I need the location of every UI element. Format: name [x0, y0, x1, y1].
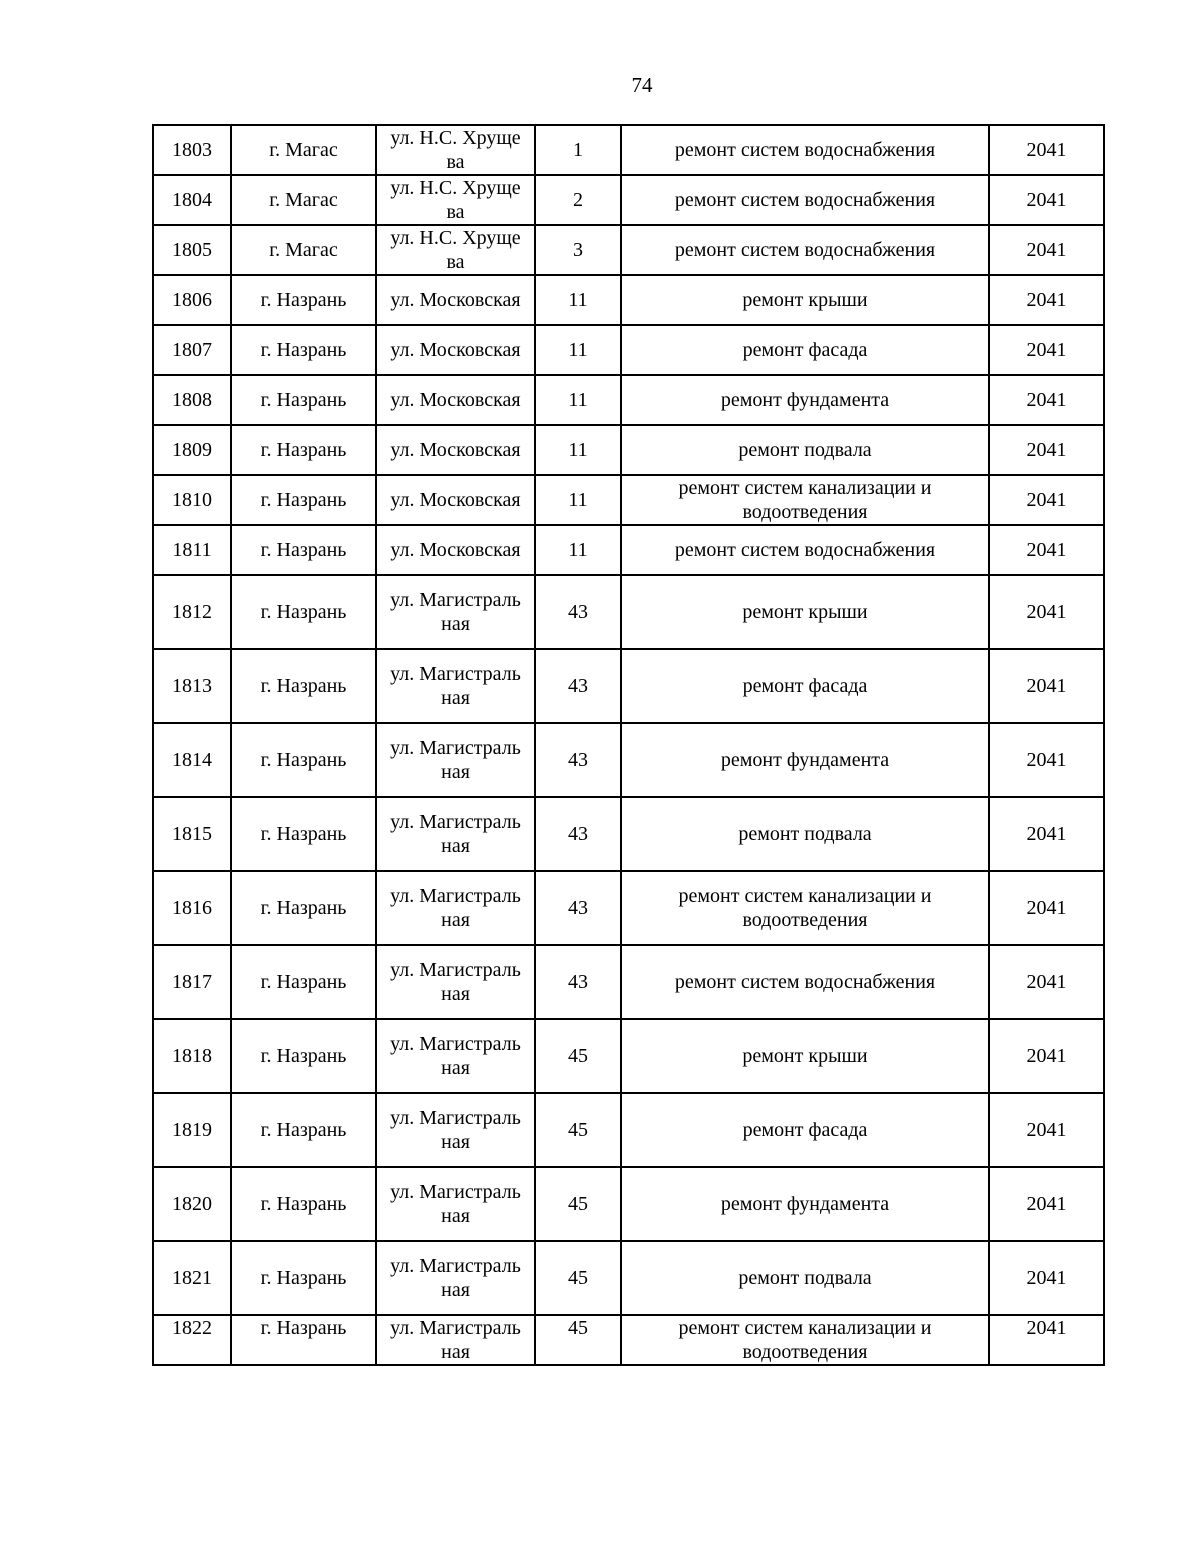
street-text: ул. Московская	[390, 539, 521, 561]
works-table	[152, 124, 1105, 1366]
year-cell: 2041	[989, 723, 1104, 797]
row-number-cell: 1820	[153, 1167, 231, 1241]
street-cell	[376, 125, 535, 175]
work-type-cell: ремонт фундамента	[621, 1167, 989, 1241]
table-row	[153, 475, 1104, 525]
row-number-cell: 1819	[153, 1093, 231, 1167]
table-row	[153, 797, 1104, 871]
street-text: ул. Н.С. Хрущева	[390, 127, 521, 173]
work-type-cell: ремонт систем водоснабжения	[621, 525, 989, 575]
year-cell: 2041	[989, 1167, 1104, 1241]
year-cell: 2041	[989, 1315, 1104, 1365]
street-text: ул. Магистральная	[390, 737, 521, 783]
street-cell	[376, 1315, 535, 1365]
city-cell: г. Назрань	[231, 425, 376, 475]
house-number-cell: 2	[535, 175, 621, 225]
street-cell	[376, 275, 535, 325]
year-cell: 2041	[989, 475, 1104, 525]
city-cell: г. Назрань	[231, 1093, 376, 1167]
city-cell: г. Назрань	[231, 723, 376, 797]
row-number-cell: 1816	[153, 871, 231, 945]
street-cell	[376, 325, 535, 375]
work-type-cell: ремонт крыши	[621, 275, 989, 325]
city-cell: г. Магас	[231, 175, 376, 225]
year-cell: 2041	[989, 225, 1104, 275]
house-number-cell: 45	[535, 1093, 621, 1167]
year-cell: 2041	[989, 175, 1104, 225]
table-row	[153, 945, 1104, 1019]
street-cell	[376, 475, 535, 525]
table-row	[153, 871, 1104, 945]
work-type-cell: ремонт подвала	[621, 797, 989, 871]
city-cell: г. Назрань	[231, 1167, 376, 1241]
city-cell: г. Назрань	[231, 575, 376, 649]
row-number-cell: 1817	[153, 945, 231, 1019]
house-number-cell: 11	[535, 475, 621, 525]
year-cell: 2041	[989, 375, 1104, 425]
street-cell	[376, 649, 535, 723]
street-text: ул. Магистральная	[390, 589, 521, 635]
table-body	[153, 125, 1104, 1365]
year-cell: 2041	[989, 1241, 1104, 1315]
house-number-cell: 45	[535, 1315, 621, 1365]
street-text: ул. Магистральная	[390, 1255, 521, 1301]
city-cell: г. Назрань	[231, 1019, 376, 1093]
row-number-cell: 1810	[153, 475, 231, 525]
row-number-cell: 1806	[153, 275, 231, 325]
street-text: ул. Московская	[390, 489, 521, 511]
work-type-cell: ремонт фундамента	[621, 723, 989, 797]
year-cell: 2041	[989, 871, 1104, 945]
table-row	[153, 649, 1104, 723]
table-row	[153, 1167, 1104, 1241]
street-text: ул. Московская	[390, 289, 521, 311]
street-cell	[376, 175, 535, 225]
work-type-cell: ремонт систем водоснабжения	[621, 175, 989, 225]
street-text: ул. Магистральная	[390, 959, 521, 1005]
row-number-cell: 1813	[153, 649, 231, 723]
street-cell	[376, 375, 535, 425]
city-cell: г. Магас	[231, 125, 376, 175]
street-text: ул. Московская	[390, 339, 521, 361]
city-cell: г. Назрань	[231, 275, 376, 325]
street-text: ул. Н.С. Хрущева	[390, 177, 521, 223]
row-number-cell: 1812	[153, 575, 231, 649]
row-number-cell: 1811	[153, 525, 231, 575]
work-type-cell: ремонт систем канализации и водоотведения	[621, 1315, 989, 1365]
row-number-cell: 1815	[153, 797, 231, 871]
street-cell	[376, 225, 535, 275]
house-number-cell: 43	[535, 723, 621, 797]
house-number-cell: 43	[535, 797, 621, 871]
table-row	[153, 525, 1104, 575]
street-text: ул. Магистральная	[390, 1181, 521, 1227]
row-number-cell: 1803	[153, 125, 231, 175]
street-cell	[376, 575, 535, 649]
city-cell: г. Назрань	[231, 797, 376, 871]
row-number-cell: 1822	[153, 1315, 231, 1365]
row-number-cell: 1814	[153, 723, 231, 797]
table-row	[153, 225, 1104, 275]
city-cell: г. Назрань	[231, 1315, 376, 1365]
row-number-cell: 1807	[153, 325, 231, 375]
work-type-cell: ремонт фасада	[621, 325, 989, 375]
row-number-cell: 1805	[153, 225, 231, 275]
house-number-cell: 11	[535, 525, 621, 575]
table-row	[153, 375, 1104, 425]
city-cell: г. Назрань	[231, 375, 376, 425]
house-number-cell: 45	[535, 1019, 621, 1093]
row-number-cell: 1821	[153, 1241, 231, 1315]
house-number-cell: 11	[535, 275, 621, 325]
work-type-cell: ремонт систем водоснабжения	[621, 945, 989, 1019]
table-row	[153, 1315, 1104, 1365]
table-row	[153, 125, 1104, 175]
year-cell: 2041	[989, 525, 1104, 575]
street-cell	[376, 871, 535, 945]
work-type-cell: ремонт систем водоснабжения	[621, 225, 989, 275]
street-text: ул. Магистральная	[390, 1317, 521, 1363]
street-text: ул. Магистральная	[390, 1033, 521, 1079]
row-number-cell: 1809	[153, 425, 231, 475]
street-text: ул. Н.С. Хрущева	[390, 227, 521, 273]
work-type-cell: ремонт подвала	[621, 425, 989, 475]
house-number-cell: 45	[535, 1167, 621, 1241]
street-text: ул. Магистральная	[390, 663, 521, 709]
work-type-cell: ремонт фасада	[621, 649, 989, 723]
year-cell: 2041	[989, 1093, 1104, 1167]
street-cell	[376, 1019, 535, 1093]
house-number-cell: 43	[535, 575, 621, 649]
row-number-cell: 1818	[153, 1019, 231, 1093]
city-cell: г. Назрань	[231, 945, 376, 1019]
row-number-cell: 1808	[153, 375, 231, 425]
year-cell: 2041	[989, 125, 1104, 175]
house-number-cell: 1	[535, 125, 621, 175]
street-cell	[376, 1167, 535, 1241]
work-type-cell: ремонт крыши	[621, 1019, 989, 1093]
work-type-cell: ремонт систем канализации и водоотведения	[621, 871, 989, 945]
house-number-cell: 45	[535, 1241, 621, 1315]
house-number-cell: 11	[535, 325, 621, 375]
work-type-cell: ремонт систем водоснабжения	[621, 125, 989, 175]
house-number-cell: 43	[535, 649, 621, 723]
year-cell: 2041	[989, 1019, 1104, 1093]
year-cell: 2041	[989, 325, 1104, 375]
house-number-cell: 43	[535, 871, 621, 945]
table-row	[153, 425, 1104, 475]
street-text: ул. Магистральная	[390, 811, 521, 857]
year-cell: 2041	[989, 945, 1104, 1019]
city-cell: г. Назрань	[231, 871, 376, 945]
work-type-cell: ремонт крыши	[621, 575, 989, 649]
work-type-cell: ремонт фасада	[621, 1093, 989, 1167]
table-row	[153, 1093, 1104, 1167]
year-cell: 2041	[989, 575, 1104, 649]
table-row	[153, 175, 1104, 225]
street-cell	[376, 525, 535, 575]
table-row	[153, 1241, 1104, 1315]
street-text: ул. Магистральная	[390, 1107, 521, 1153]
street-cell	[376, 797, 535, 871]
city-cell: г. Назрань	[231, 525, 376, 575]
year-cell: 2041	[989, 797, 1104, 871]
street-cell	[376, 1241, 535, 1315]
city-cell: г. Назрань	[231, 1241, 376, 1315]
city-cell: г. Назрань	[231, 649, 376, 723]
house-number-cell: 11	[535, 375, 621, 425]
table-row	[153, 723, 1104, 797]
street-cell	[376, 425, 535, 475]
work-type-cell: ремонт фундамента	[621, 375, 989, 425]
street-text: ул. Московская	[390, 389, 521, 411]
row-number-cell: 1804	[153, 175, 231, 225]
street-text: ул. Магистральная	[390, 885, 521, 931]
table-row	[153, 1019, 1104, 1093]
table-row	[153, 575, 1104, 649]
city-cell: г. Назрань	[231, 325, 376, 375]
work-type-cell: ремонт подвала	[621, 1241, 989, 1315]
year-cell: 2041	[989, 275, 1104, 325]
year-cell: 2041	[989, 649, 1104, 723]
street-text: ул. Московская	[390, 439, 521, 461]
table-row	[153, 275, 1104, 325]
street-cell	[376, 723, 535, 797]
page-number: 74	[631, 73, 653, 97]
year-cell: 2041	[989, 425, 1104, 475]
house-number-cell: 11	[535, 425, 621, 475]
street-cell	[376, 945, 535, 1019]
house-number-cell: 3	[535, 225, 621, 275]
work-type-cell: ремонт систем канализации и водоотведения	[621, 475, 989, 525]
city-cell: г. Назрань	[231, 475, 376, 525]
table-row	[153, 325, 1104, 375]
city-cell: г. Магас	[231, 225, 376, 275]
house-number-cell: 43	[535, 945, 621, 1019]
street-cell	[376, 1093, 535, 1167]
